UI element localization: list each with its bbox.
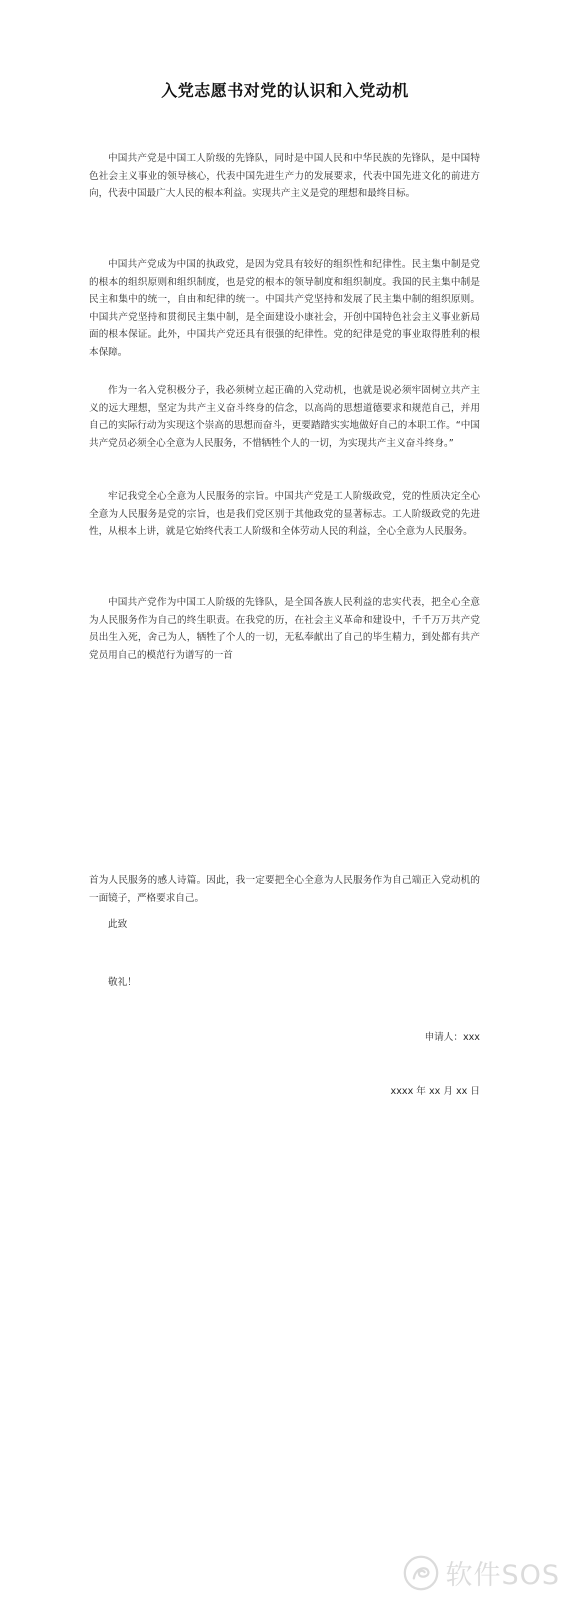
paragraph-vanguard-continued: 首为人民服务的感人诗篇。因此，我一定要把全心全意为人民服务作为自己端正入党动机的一面镜子，严格要求自己。 <box>89 875 480 904</box>
closing-text: 此致 <box>108 919 128 930</box>
swirl-logo-icon <box>403 1555 439 1591</box>
applicant-signature: 申请人：xxx <box>424 1032 480 1043</box>
paragraph-party-nature: 中国共产党是中国工人阶级的先锋队，同时是中国人民和中华民族的先锋队，是中国特色社会主义事业的领导核心，代表中国先进生产力的发展要求，代表中国先进文化的前进方向，代表中国最广大人民的根本利益。实现共产主义是党的理想和最终目标。 <box>89 153 480 200</box>
watermark <box>403 1553 560 1592</box>
document-date: xxxx 年 xx 月 xx 日 <box>390 1086 480 1097</box>
salutation-text: 敬礼！ <box>108 977 137 988</box>
paragraph-serve-people: 牢记我党全心全意为人民服务的宗旨。中国共产党是工人阶级政党，党的性质决定全心全意为人民服务是党的宗旨，也是我们党区别于其他政党的显著标志。工人阶级政党的先进性，从根本上讲，就是它始终代表工人阶级和全体劳动人民的利益，全心全意为人民服务。 <box>89 491 480 538</box>
watermark-text: 软件SOS <box>445 1560 560 1591</box>
paragraph-motivation: 作为一名入党积极分子，我必须树立起正确的入党动机，也就是说必须牢固树立共产主义的远大理想，坚定为共产主义奋斗终身的信念，以高尚的思想道德要求和规范自己，并用自己的实际行动为实现这个崇高的思想而奋斗，更要踏踏实实地做好自己的本职工作。“中国共产党员必须全心全意为人民服务，不惜牺牲个人的一切，为实现共产主义奋斗终身。” <box>89 385 480 449</box>
paragraph-vanguard: 中国共产党作为中国工人阶级的先锋队，是全国各族人民利益的忠实代表，把全心全意为人民服务作为自己的终生职责。在我党的历，在社会主义革命和建设中，千千万万共产党员出生入死，舍己为人，牺牲了个人的一切，无私奉献出了自己的毕生精力，到处都有共产党员用自己的模范行为谱写的一首 <box>89 597 480 661</box>
document-title: 入党志愿书对党的认识和入党动机 <box>161 81 409 100</box>
paragraph-democratic-centralism: 中国共产党成为中国的执政党，是因为党具有较好的组织性和纪律性。民主集中制是党的根本的组织原则和组织制度，也是党的根本的领导制度和组织制度。我国的民主集中制是民主和集中的统一，自由和纪律的统一。中国共产党坚持和发展了民主集中制的组织原则。中国共产党坚持和贯彻民主集中制，是全面建设小康社会，开创中国特色社会主义事业新局面的根本保证。此外，中国共产党还具有很强的纪律性。党的纪律是党的事业取得胜利的根本保障。 <box>89 259 480 358</box>
